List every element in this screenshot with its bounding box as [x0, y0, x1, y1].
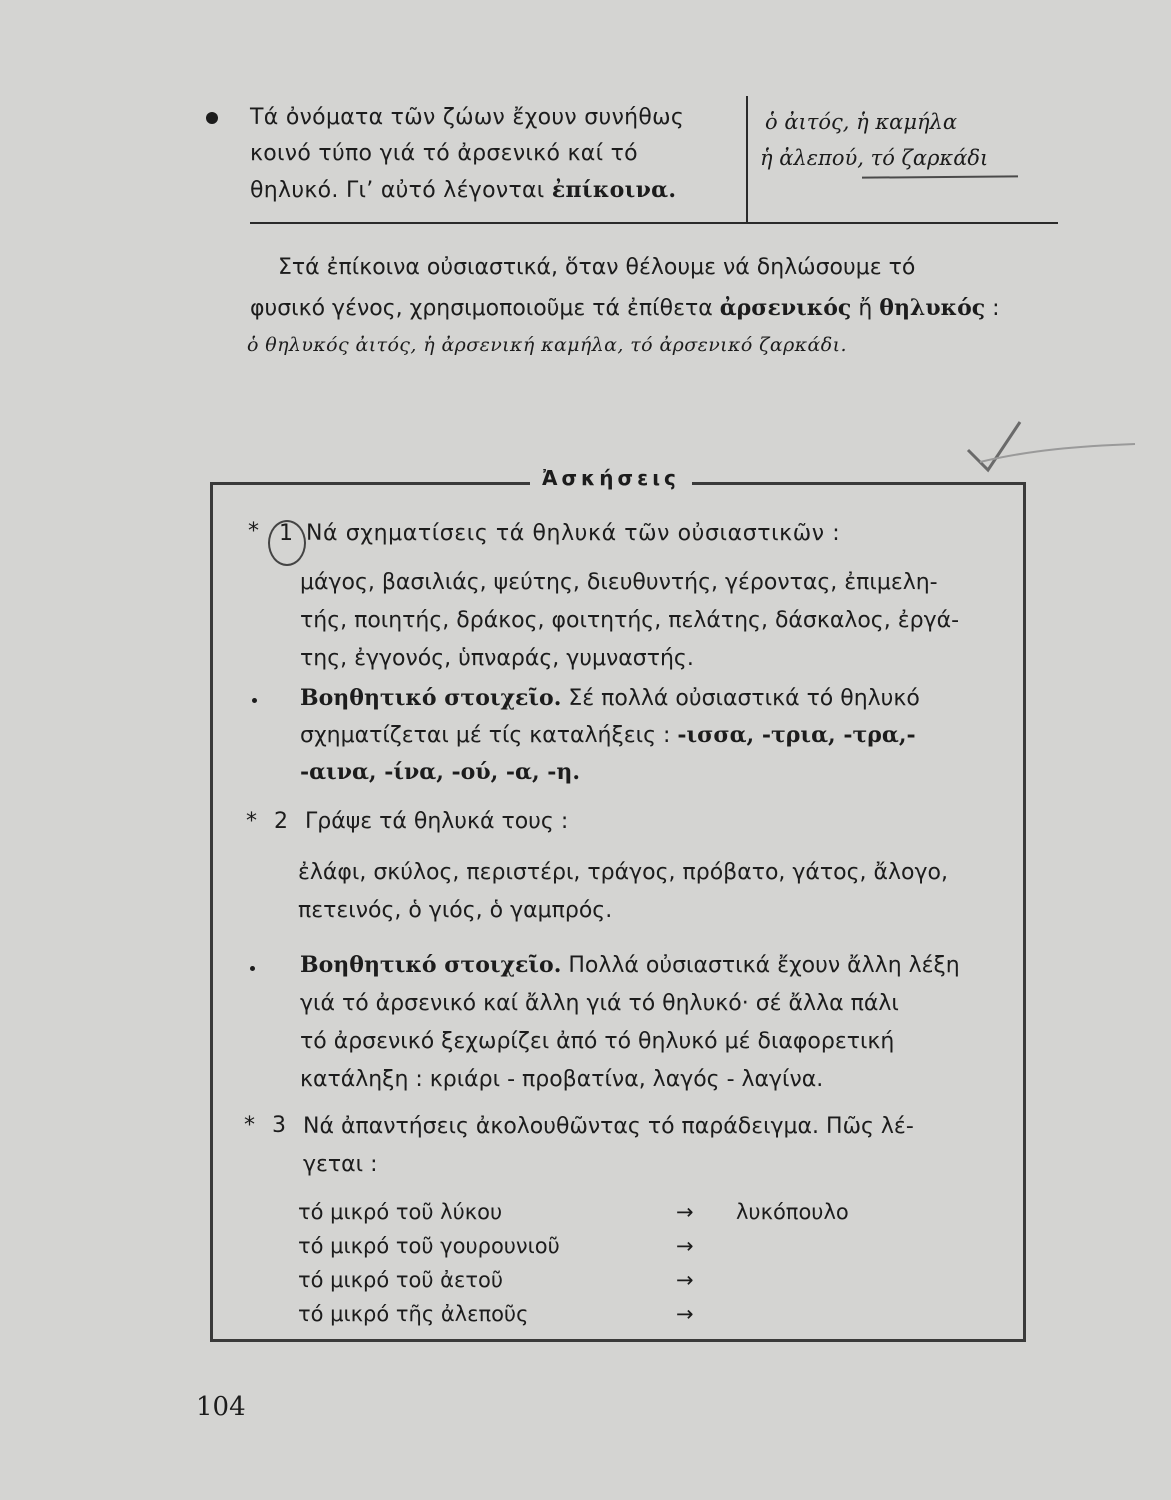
arrow-right-icon: →	[676, 1302, 694, 1326]
exercise-3-row-1-left: τό μικρό τοῦ λύκου	[298, 1200, 503, 1224]
help-1-endings-2: -αινα, -ίνα, -ού, -α, -η.	[300, 759, 581, 785]
rule-text	[205, 100, 745, 209]
rule-example-1: ὁ ἀιτός, ἡ καμήλα	[765, 110, 958, 134]
help-1	[300, 680, 920, 791]
rule-term: ἐπίκοινα.	[551, 177, 677, 203]
help-1-label: Βοηθητικό στοιχεῖο.	[300, 685, 562, 711]
help-2	[300, 946, 960, 1099]
help-2-line-1-rest: Πολλά οὐσιαστικά ἔχουν ἄλλη λέξη	[561, 953, 960, 978]
term-masculine: ἀρσενικός	[719, 295, 852, 321]
help-2-line-1	[300, 946, 960, 985]
help-2-line-4: κατάληξη : κριάρι - προβατίνα, λαγός - λαγίνα.	[300, 1067, 824, 1092]
help-2-bullet-icon	[250, 966, 255, 971]
exercise-3-row-4-left: τό μικρό τῆς ἀλεποῦς	[298, 1302, 529, 1326]
paragraph-line-1: Στά ἐπίκοινα οὐσιαστικά, ὅταν θέλουμε νά δηλώσουμε τό	[278, 255, 916, 280]
exercise-1-words-line-2: τής, ποιητής, δράκος, φοιτητής, πελάτης, δάσκαλος, ἐργά-	[300, 608, 960, 633]
rule-line-2: κοινό τύπο γιά τό ἀρσενικό καί τό	[250, 141, 638, 166]
paragraph-examples: ὁ θηλυκός ἀιτός, ἡ ἀρσενική καμήλα, τό ἀρσενικό ζαρκάδι.	[247, 334, 847, 356]
rule-divider-vertical	[746, 96, 748, 224]
rule-line-3-text: θηλυκό. Γι’ αὐτό λέγονται	[250, 178, 552, 203]
rule-line-3	[205, 172, 745, 209]
exercise-3-prompt	[303, 1108, 914, 1184]
help-1-endings-1: -ισσα, -τρια, -τρα,-	[677, 722, 916, 748]
help-2-line-2: γιά τό ἀρσενικό καί ἄλλη γιά τό θηλυκό· σέ ἄλλα πάλι	[300, 991, 899, 1016]
explanation-paragraph	[250, 248, 1060, 329]
exercises-title: Ἀσκήσεις	[530, 466, 692, 490]
exercise-1-words-line-3: της, ἐγγονός, ὑπναράς, γυμναστής.	[300, 646, 694, 671]
rule-examples	[760, 104, 1030, 176]
exercise-3-number: 3	[272, 1113, 286, 1138]
help-1-line-2-start: σχηματίζεται μέ τίς καταλήξεις :	[300, 723, 678, 748]
paragraph-line-2-start: φυσικό γένος, χρησιμοποιοῦμε τά ἐπίθετα	[250, 296, 720, 321]
term-feminine: θηλυκός	[879, 295, 986, 321]
exercise-2-words-line-2: πετεινός, ὁ γιός, ὁ γαμπρός.	[298, 898, 613, 923]
arrow-right-icon: →	[676, 1234, 694, 1258]
exercise-1-words	[300, 564, 959, 678]
exercise-2-star: *	[246, 809, 257, 834]
arrow-right-icon: →	[676, 1268, 694, 1292]
help-2-line-3: τό ἀρσενικό ξεχωρίζει ἀπό τό θηλυκό μέ διαφορετική	[300, 1029, 895, 1054]
paragraph-line-2	[250, 288, 1060, 329]
exercise-3-prompt-line-1: Νά ἀπαντήσεις ἀκολουθῶντας τό παράδειγμα. Πῶς λέ-	[303, 1114, 914, 1139]
exercise-1-words-line-1: μάγος, βασιλιάς, ψεύτης, διευθυντής, γέροντας, ἐπιμελη-	[300, 570, 938, 595]
rule-divider-horizontal	[250, 222, 1058, 224]
arrow-right-icon: →	[676, 1200, 694, 1224]
exercise-2-words	[298, 854, 948, 930]
help-1-bullet-icon	[252, 698, 257, 703]
exercise-2-number: 2	[274, 809, 288, 834]
paragraph-colon: :	[985, 296, 1000, 321]
help-1-line-3	[300, 754, 920, 791]
help-1-line-1	[300, 680, 920, 717]
exercise-3-row-2-left: τό μικρό τοῦ γουρουνιοῦ	[298, 1234, 560, 1258]
exercise-2-words-line-1: ἐλάφι, σκύλος, περιστέρι, τράγος, πρόβατο, γάτος, ἄλογο,	[298, 860, 948, 885]
exercise-1-prompt: Νά σχηματίσεις τά θηλυκά τῶν οὐσιαστικῶν :	[306, 521, 841, 546]
rule-example-2: ἡ ἀλεπού, τό ζαρκάδι	[760, 146, 989, 170]
exercise-3-prompt-line-2: γεται :	[303, 1152, 378, 1177]
pencil-underline	[862, 175, 1018, 178]
help-2-label: Βοηθητικό στοιχεῖο.	[300, 952, 562, 978]
page-number: 104	[196, 1392, 246, 1422]
pencil-check-icon	[960, 410, 1140, 480]
exercise-2-prompt: Γράψε τά θηλυκά τους :	[305, 809, 569, 834]
paragraph-or: ἤ	[851, 296, 880, 321]
help-1-line-1-rest: Σέ πολλά οὐσιαστικά τό θηλυκό	[561, 686, 920, 711]
exercise-3-row-1-answer: λυκόπουλο	[736, 1200, 849, 1224]
help-1-line-2	[300, 717, 920, 754]
exercise-1-number: 1	[279, 521, 293, 546]
exercise-3-star: *	[244, 1113, 255, 1138]
exercise-3-row-3-left: τό μικρό τοῦ ἀετοῦ	[298, 1268, 504, 1292]
rule-line-1: Τά ὀνόματα τῶν ζώων ἔχουν συνήθως	[250, 105, 685, 130]
exercise-1-star: *	[248, 519, 259, 544]
